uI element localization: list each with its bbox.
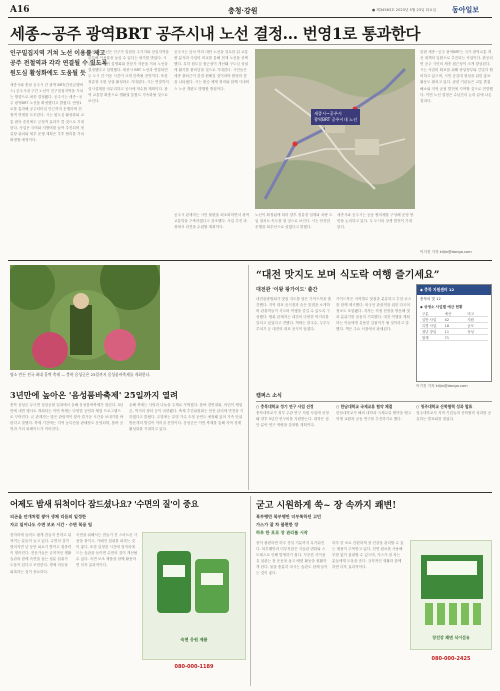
capsule-item-2-body: 한남대학교가 해외 대학과 국제교류 협약을 맺고 학생 교환과 공동 연구를 추진하기로 했다. <box>336 411 412 422</box>
capsule-rule <box>256 401 492 402</box>
capsule-item-3-body: 청주대학교가 지역 기업들과 산학협력 성과를 공유하는 발표회를 열었다. <box>416 411 492 422</box>
festival-headline: 3년만에 높아온 '음성품바축제' 25일까지 열려 <box>10 390 178 400</box>
brt-body-col1: 세종시와 충남 공주시 간 광역 BRT(간선급행버스) 공주시내 구간 노선이 인구밀집지역을 거치는 방향으로 최종 결정됐다. 공주시는 세종~공주 광역BRT 노선을 확정했다고 밝혔다. 번영1로를 통과해 공주터미널 인근까지 운행하며 전철역 연계를 도모한다. 시는 원도심 활성화와 교통 편의 증진에도 긍정적 효과가 클 것으로 기대한다. 사업은 국비와 지방비를 들여 추진되며 정류장 위치와 세부 운행 계획은 추후 협의를 거쳐 확정할 예정이다. <box>10 83 84 142</box>
budget-table <box>417 311 491 341</box>
festival-body-col1: 충북 음성군 무극면 설성공원 일대에서 올해 음성품바축제가 열린다. 3년 만에 대면 행사로 개최되는 이번 축제는 다양한 공연과 체험 프로그램으로 꾸며진다. 군 관계자는 많은 관람객이 찾아 즐거운 시간을 보내기를 바란다고 말했다. 축제 기간에는 지역 농특산물 판매장도 운영되며, 품바 공연과 거리 퍼레이드가 이어진다. <box>10 403 124 432</box>
brt-headline: 세종~공주 광역BRT 공주시내 노선 결정… 번영1로 통과한다 <box>10 24 421 43</box>
festival-photo-caption: 명소 만든 전국 최대 홀짝 축제 — 충북 음성군은 25일까지 음성품바축제를 개최한다. <box>10 372 151 377</box>
festival-body-col2: 올해 축제는 사랑과 나눔을 주제로 꾸며졌다. 품바 경연대회, 어린이 체험존, 먹거리 장터 등이 마련됐다. 축제 추진위원회는 안전 관리에 만전을 기하겠다고 밝혔다. 주말에는 유명 가수 초청 공연도 예정돼 있어 가족 단위 방문객의 발길이 이어질 전망이다. 음성군은 이번 축제를 통해 지역 경제 활성화를 기대하고 있다. <box>129 403 244 432</box>
brt-body-col2: 번영1로 노선은 인구가 밀집한 주거지와 상업지역을 관통해 이용률을 높일 수 있다는 평가를 받았다. 시 관계자는 주민 설명회와 전문가 자문을 거쳐 노선을 결정했다고 설명했다. 세종시 BRT 노선과 연결되면 두 도시 간 이동 시간이 크게 단축될 전망이다. 또한 정류장 주변 상권 활성화도 기대된다. 시는 연말까지 실시설계를 마무리하고 공사에 착수할 계획이다. 광역 교통망 확충으로 생활권 통합도 가속화될 것으로 보인다. <box>88 50 169 103</box>
ad-right-sub3: 하루 한 포로 장 관리를 시작 <box>256 530 308 535</box>
table-title: ◆ 상생소 사업별 예산 현황 <box>420 305 463 309</box>
ad-right-product: 장건강 쾌변 식이섬유 <box>432 635 470 640</box>
paper-name: 동아일보 <box>452 5 480 14</box>
ad-left-tagline: 숙면 응원 제품 <box>180 637 208 642</box>
festival-photo-image <box>10 265 160 370</box>
page-number: A16 <box>10 5 30 15</box>
ad-left-body-col1: 잠자리에 들어도 쉽게 잠들지 못하고 뒤척이는 분들이 늘고 있다. 수면의 질이 떨어지면 낮 동안 피로가 쌓이고 집중력이 떨어진다. 전문가들은 규칙적인 생활 습관과 함께 숙면을 돕는 성분 섭취가 도움이 된다고 조언한다. 생체 리듬을 회복하는 것이 중요하다. <box>10 533 72 574</box>
brt-sub-1: 인구밀집지역 거쳐 노선 이용률 제고 <box>10 50 106 57</box>
table-cell: 합계 <box>422 336 429 340</box>
product-illustration <box>143 533 247 633</box>
product-box-illustration <box>411 541 493 631</box>
ad-divider <box>250 496 251 686</box>
brt-sub-2: 공주 전철역과 각각 연결될 수 있도록 <box>10 60 108 67</box>
brt-body-col3: 공주시는 앞서 여러 대안 노선을 검토한 뒤 교통량 분석과 사업비 비교를 통해 현재 노선을 선택했다. 특히 원도심 접근성이 개선돼 구도심 상권에 활기를 불어넣을 것으로 기대한다. 시민들은 세종 출퇴근이 한결 편해질 것이라며 환영의 뜻을 나타냈다. 시는 환승 체계 정비와 함께 시내버스 노선 개편도 병행할 방침이다. <box>174 50 250 91</box>
brt-sub-3: 원도심 활성화에도 도움될 듯 <box>10 70 86 77</box>
column-divider <box>248 265 249 490</box>
headline-rule <box>8 44 492 45</box>
interview-body-col2: 가이드북은 지역별로 맛집을 분류하고 추천 코스를 함께 제시했다. 외국인 관광객을 위한 다국어 정보도 포함됐다. 저자는 직접 현장을 방문해 맛과 분위기를 꼼꼼히 기록했다. 대전 여행을 계획하는 이들에게 유용한 길잡이가 될 것이라고 말했다. 책은 주요 서점에서 판매된다. <box>336 297 412 332</box>
table-cell: 구분 <box>422 312 429 316</box>
table-cell: 일반 사업 <box>422 318 437 322</box>
brt-body-col3b: 공주시 관계자는 시민 불편을 최소화하면서 광역 교통망을 구축하겠다고 강조했다. 사업 추진 과정에서 의견을 수렴할 계획이다. <box>174 213 250 230</box>
section-rule-ads <box>8 492 492 493</box>
brt-body-col5: 세종시와 공주시는 공동 협의체를 구성해 운영 방안을 논의하고 있다. 두 도시의 상생 발전이 기대된다. <box>337 213 414 230</box>
section-title: 충청·강원 <box>228 6 258 15</box>
capsule-item-1: ○ 충북대학교 정기 연구 사업 선정 <box>256 404 314 409</box>
table-cell: 청년 창업 <box>422 330 437 334</box>
map-label-line-2: 광역BRT 공주시내 노선 <box>314 117 358 122</box>
interview-body-col1: 대전관광협회가 맛집 지도를 담은 가이드북을 출간했다. 지역 대표 음식점과 숨은 맛집을 소개하며 관광객들이 식도락 여행을 즐길 수 있도록 구성했다. 협회 관계자는 대전의 다양한 먹거리를 알리고 싶었다고 전했다. 책에는 칼국수, 두부두루치기 등 대전의 대표 음식이 담겼다. <box>256 297 332 332</box>
series-label: ◆ 충북 지원센터 12 <box>417 285 491 295</box>
series-box <box>416 284 492 382</box>
table-cell: 비고 <box>467 312 474 316</box>
table-cell: 71 <box>444 335 449 340</box>
issue-date: ● 제34563호 2023년 5월 23일 화요일 <box>372 8 437 12</box>
masthead-rule <box>8 17 492 18</box>
interview-byline: 이기진 기자 kiljin@donga.com <box>416 384 468 388</box>
ad-right-phone[interactable]: 080-000-2425 <box>431 656 471 662</box>
ad-right-sub2: 가스가 잘 차 불편한 장 <box>256 522 299 527</box>
table-cell: 공모 <box>467 324 474 328</box>
festival-photo <box>10 265 160 370</box>
brt-body-col4: 노선이 확정됨에 따라 향후 정류장 설계와 차량 도입 절차도 속도를 낼 것으로 보인다. 시는 안전한 운행을 최우선으로 삼겠다고 밝혔다. <box>255 213 333 230</box>
table-row <box>420 335 488 341</box>
section-rule-1 <box>8 260 492 261</box>
ad-right-body-col2: 하루 한 포로 간편하게 장 건강을 관리할 수 있는 제품이 주목받고 있다. 천연 원료를 사용해 부담 없이 섭취할 수 있으며, 가스가 잘 차는 분들에게 도움을 준다. 규칙적인 생활과 함께하면 더욱 효과적이다. <box>332 541 404 570</box>
series-sub: 충북의 맛 12 <box>420 297 441 301</box>
capsule-item-1-body: 충북대학교가 정부 주관 연구 지원 사업에 선정돼 향후 5년간 연구비를 지원받는다. 대학은 첨단 분야 연구 역량을 강화할 계획이다. <box>256 411 329 428</box>
ad-left-product-box <box>142 532 246 660</box>
table-cell: 지원 <box>467 318 474 322</box>
map-label-line-1: 세종시~공주시 <box>314 111 342 116</box>
ad-left-phone[interactable]: 080-000-1189 <box>174 664 214 670</box>
aerial-map-image <box>255 49 415 209</box>
ad-left-headline: 어제도 밤새 뒤척이다 잠드셨나요? '수면의 질'이 중요 <box>10 499 199 509</box>
capsule-item-2: ○ 한남대학교 국제교류 협약 체결 <box>336 404 393 409</box>
ad-left-body-col2: 숙면을 위해서는 잠들기 전 스마트폰 사용을 줄이고, 카페인 섭취를 피하는 것이 좋다. 또한 일정한 시간에 잠자리에 드는 습관을 들이면 수면의 질이 개선될 수 있다. 숙면 보조 제품을 함께 활용하면 더욱 효과적이다. <box>76 533 138 568</box>
table-cell: 18 <box>444 323 449 328</box>
ad-left-sub2: 자고 일어나도 수면 보조 시간 · 수면 복용 팁 <box>10 522 93 527</box>
brt-route-map <box>255 49 415 209</box>
ad-right-sub1: 복부팽만 복부팽만 더부룩하던 고민 <box>256 514 322 519</box>
ad-right-body-col1: 장이 불편하면 하루 종일 기분까지 무거워진다. 복부팽만과 더부룩함은 식습관 변화와 스트레스로 인해 발생하기 쉽다. 꾸준한 식이섬유 섭취는 장 운동을 돕고 배변 활동을 원활하게 한다. 물을 충분히 마시는 습관도 함께 들이는 것이 좋다. <box>256 541 328 576</box>
map-label <box>311 109 360 125</box>
interview-headline: “대전 맛지도 보며 식도락 여행 즐기세요” <box>256 270 440 281</box>
capsule-item-2-wrap <box>336 404 412 484</box>
capsule-title: 캠퍼스 소식 <box>256 393 282 399</box>
brt-body-col6: 한편 세종~공주 광역BRT는 국가 광역교통 개선 대책의 일환으로 추진되는 사업이다. 완공되면 공주 시민의 세종 접근성이 크게 향상된다. 시는 사업비 확보를 위해 중앙정부와 긴밀히 협의하고 있으며, 시민 공감대 형성을 위한 홍보 활동도 펼치고 있다. 관련 기관들은 교통 혼잡 해소와 지역 균형 발전에 기여할 것으로 전망했다. 이번 노선 결정은 수년간의 논의 끝에 나온 결과다. <box>420 50 493 103</box>
capsule-item-3: ○ 청주대학교 산학협력 성과 발표 <box>416 404 473 409</box>
table-cell: 42 <box>444 317 449 322</box>
table-cell: 특별 사업 <box>422 324 437 328</box>
capsule-item-3-wrap <box>416 404 492 484</box>
brt-byline: 이기진 기자 kiljin@donga.com <box>420 250 472 254</box>
capsule-item-1-wrap <box>256 404 332 484</box>
ad-right-headline: 굳고 시원하게 쑥~ 장 속까지 쾌변! <box>256 501 397 511</box>
interview-subhead: 대전관 '이왕 왕가이드' 출간 <box>256 287 318 293</box>
table-cell: 예산 <box>444 312 452 316</box>
table-cell: 육성 <box>467 330 474 334</box>
table-cell: 11 <box>444 329 449 334</box>
ad-right-product-box <box>410 540 492 650</box>
ad-left-sub1: 피곤을 안개처럼 쌓아 생체 리듬의 일정한 <box>10 514 87 519</box>
